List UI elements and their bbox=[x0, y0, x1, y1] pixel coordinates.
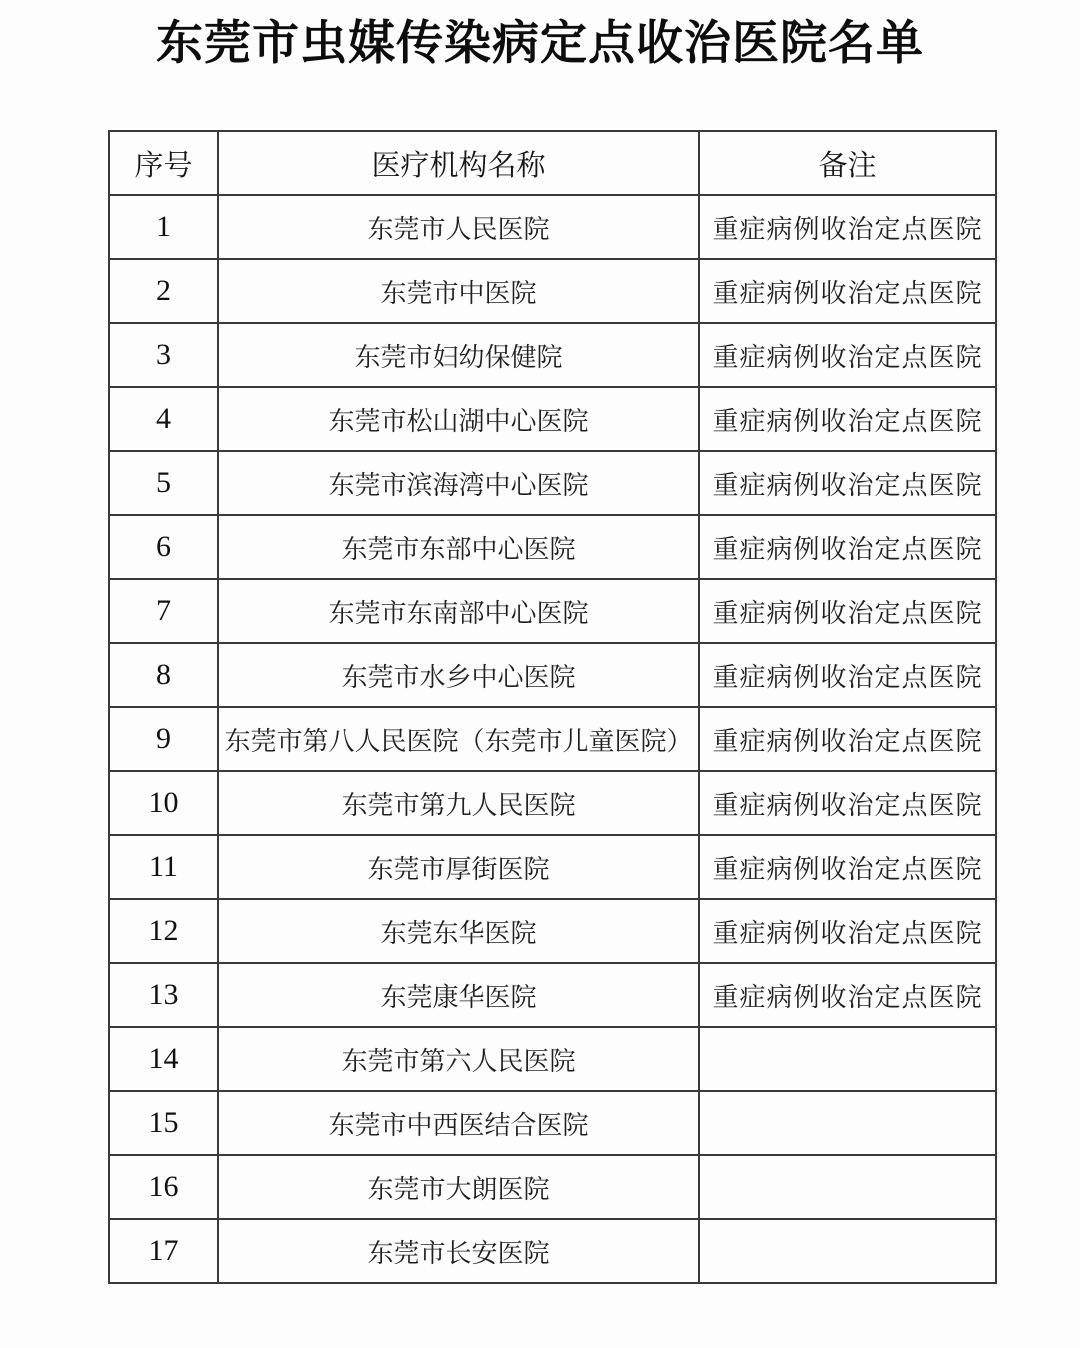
remark-cell: 重症病例收治定点医院 bbox=[699, 387, 996, 451]
row-index-cell: 1 bbox=[109, 195, 218, 259]
remark-cell: 重症病例收治定点医院 bbox=[699, 259, 996, 323]
hospital-name-cell: 东莞市妇幼保健院 bbox=[218, 323, 699, 387]
remark-cell: 重症病例收治定点医院 bbox=[699, 515, 996, 579]
remark-cell: 重症病例收治定点医院 bbox=[699, 899, 996, 963]
page-title: 东莞市虫媒传染病定点收治医院名单 bbox=[156, 18, 924, 70]
hospital-name-cell: 东莞市长安医院 bbox=[218, 1219, 699, 1283]
table-row bbox=[109, 195, 996, 259]
table-row bbox=[109, 259, 996, 323]
hospital-name-cell: 东莞市第八人民医院（东莞市儿童医院） bbox=[218, 707, 699, 771]
hospital-name-cell: 东莞市大朗医院 bbox=[218, 1155, 699, 1219]
hospital-name-cell: 东莞市松山湖中心医院 bbox=[218, 387, 699, 451]
remark-cell: 重症病例收治定点医院 bbox=[699, 323, 996, 387]
remark-cell: 重症病例收治定点医院 bbox=[699, 707, 996, 771]
remark-cell: 重症病例收治定点医院 bbox=[699, 195, 996, 259]
row-index-cell: 13 bbox=[109, 963, 218, 1027]
remark-cell: 重症病例收治定点医院 bbox=[699, 963, 996, 1027]
row-index-cell: 10 bbox=[109, 771, 218, 835]
remark-cell bbox=[699, 1027, 996, 1091]
col-header-remark: 备注 bbox=[699, 131, 996, 195]
remark-cell: 重症病例收治定点医院 bbox=[699, 771, 996, 835]
row-index-cell: 2 bbox=[109, 259, 218, 323]
remark-cell: 重症病例收治定点医院 bbox=[699, 643, 996, 707]
hospital-name-cell: 东莞市厚街医院 bbox=[218, 835, 699, 899]
row-index-cell: 6 bbox=[109, 515, 218, 579]
table-row bbox=[109, 963, 996, 1027]
row-index-cell: 9 bbox=[109, 707, 218, 771]
row-index-cell: 5 bbox=[109, 451, 218, 515]
row-index-cell: 3 bbox=[109, 323, 218, 387]
row-index-cell: 14 bbox=[109, 1027, 218, 1091]
table-row bbox=[109, 1027, 996, 1091]
hospital-table bbox=[108, 130, 997, 1284]
col-header-name: 医疗机构名称 bbox=[218, 131, 699, 195]
row-index-cell: 16 bbox=[109, 1155, 218, 1219]
row-index-cell: 4 bbox=[109, 387, 218, 451]
remark-cell bbox=[699, 1219, 996, 1283]
remark-cell bbox=[699, 1155, 996, 1219]
table-row bbox=[109, 387, 996, 451]
row-index-cell: 12 bbox=[109, 899, 218, 963]
table-row bbox=[109, 643, 996, 707]
remark-cell: 重症病例收治定点医院 bbox=[699, 451, 996, 515]
table-row bbox=[109, 579, 996, 643]
hospital-name-cell: 东莞市中医院 bbox=[218, 259, 699, 323]
hospital-name-cell: 东莞市东部中心医院 bbox=[218, 515, 699, 579]
table-row bbox=[109, 1091, 996, 1155]
hospital-name-cell: 东莞市第九人民医院 bbox=[218, 771, 699, 835]
table-row bbox=[109, 451, 996, 515]
table-row bbox=[109, 1155, 996, 1219]
hospital-name-cell: 东莞市第六人民医院 bbox=[218, 1027, 699, 1091]
table-row bbox=[109, 1219, 996, 1283]
hospital-name-cell: 东莞市中西医结合医院 bbox=[218, 1091, 699, 1155]
hospital-name-cell: 东莞东华医院 bbox=[218, 899, 699, 963]
col-header-no: 序号 bbox=[109, 131, 218, 195]
table-header-row bbox=[109, 131, 996, 195]
row-index-cell: 15 bbox=[109, 1091, 218, 1155]
remark-cell: 重症病例收治定点医院 bbox=[699, 835, 996, 899]
hospital-name-cell: 东莞市东南部中心医院 bbox=[218, 579, 699, 643]
hospital-name-cell: 东莞市滨海湾中心医院 bbox=[218, 451, 699, 515]
table-row bbox=[109, 515, 996, 579]
hospital-name-cell: 东莞市人民医院 bbox=[218, 195, 699, 259]
row-index-cell: 8 bbox=[109, 643, 218, 707]
table-row bbox=[109, 323, 996, 387]
remark-cell bbox=[699, 1091, 996, 1155]
table-row bbox=[109, 771, 996, 835]
hospital-name-cell: 东莞康华医院 bbox=[218, 963, 699, 1027]
remark-cell: 重症病例收治定点医院 bbox=[699, 579, 996, 643]
row-index-cell: 11 bbox=[109, 835, 218, 899]
row-index-cell: 7 bbox=[109, 579, 218, 643]
row-index-cell: 17 bbox=[109, 1219, 218, 1283]
hospital-name-cell: 东莞市水乡中心医院 bbox=[218, 643, 699, 707]
table-row bbox=[109, 899, 996, 963]
table-row bbox=[109, 707, 996, 771]
table-row bbox=[109, 835, 996, 899]
